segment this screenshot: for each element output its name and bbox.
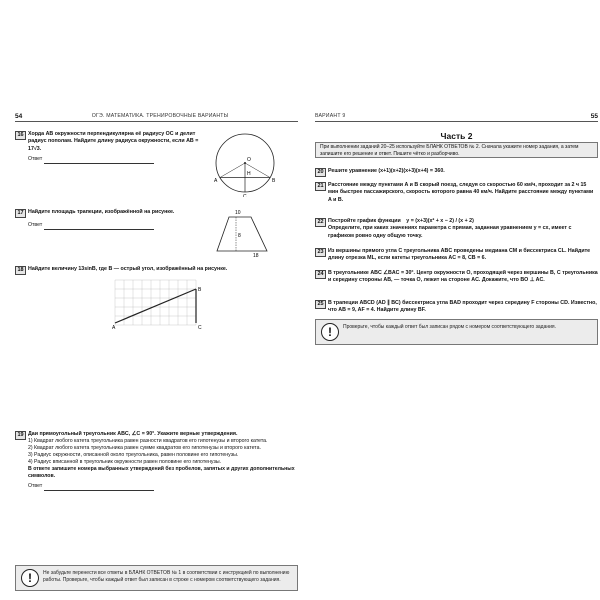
fig-17-trapezoid — [213, 207, 277, 259]
right-notice — [315, 319, 598, 345]
task-text: Хорда AB окружности перпендикулярна её радиусу OC и делит радиус пополам. Найдите длину радиуса окружности, если AB = 17√3. — [28, 131, 199, 152]
label-b: B — [198, 287, 202, 293]
task-number: 16 — [15, 131, 26, 140]
option-2: 2) Квадрат любого катета треугольника равен сумме квадратов его гипотенузы и второго катета. — [28, 445, 261, 452]
task-21 — [315, 182, 598, 204]
left-notice — [15, 565, 298, 591]
task-number: 18 — [15, 266, 26, 275]
task-number: 21 — [315, 182, 326, 191]
fig-16-circle — [211, 131, 281, 197]
fig-18-grid — [110, 278, 210, 330]
task-19 — [15, 431, 298, 491]
task-number: 20 — [315, 168, 326, 177]
task-24 — [315, 270, 598, 285]
exclamation-icon: ! — [21, 569, 39, 587]
label-o: O — [247, 157, 251, 163]
height-label: 8 — [238, 233, 241, 239]
instruction: В ответе запишите номера выбранных утверждений без пробелов, запятых и других дополнительных символов. — [28, 466, 295, 480]
task-number: 22 — [315, 218, 326, 227]
task-text-2: Определите, при каких значениях параметра c прямая, заданная уравнением y = cx, имеет с графиком ровно одну общую точку. — [328, 225, 572, 239]
task-text: Даи прямоугольный треугольник ABC, ∠C = 90°. Укажите верные утверждения. — [28, 431, 238, 437]
task-number: 24 — [315, 270, 326, 279]
label-b: B — [272, 178, 276, 184]
answer-field — [28, 483, 298, 490]
task-text: Расстояние между пунктами A и B скорый поезд, следуя со скоростью 60 км/ч, проходит за 2 ч 15 мин быстрее пассажирского, скорость которого равна 40 км/ч. Найдите расстояние между пунктами A и B. — [328, 182, 594, 203]
task-text — [328, 218, 598, 225]
left-page-header — [15, 111, 298, 122]
task-20 — [315, 168, 598, 175]
task-text: Найдите площадь трапеции, изображённой на рисунке. — [28, 209, 175, 215]
right-page — [315, 111, 598, 503]
task-number: 25 — [315, 300, 326, 309]
left-header-title: ОГЭ. МАТЕМАТИКА. ТРЕНИРОВОЧНЫЕ ВАРИАНТЫ — [91, 113, 229, 119]
label-c: C — [243, 194, 247, 197]
part-title: Часть 2 — [440, 131, 473, 141]
task-text: В трапеции ABCD (AD ∥ BC) биссектриса угла BAD проходит через середину F стороны CD. Известно, что AB = 9, AF = 4. Найдите длину BF. — [328, 300, 597, 314]
answer-label: Ответ — [28, 222, 43, 229]
task-number: 19 — [15, 431, 26, 440]
task-25 — [315, 300, 598, 315]
label-a: A — [214, 178, 218, 184]
answer-label: Ответ — [28, 156, 43, 163]
task-number: 23 — [315, 248, 326, 257]
label-a: A — [112, 325, 116, 330]
task-text: Найдите величину 13sinB, где B — острый угол, изображённый на рисунке. — [28, 266, 228, 272]
top-base-label: 10 — [235, 210, 241, 216]
task-text-lead: Постройте график функции — [328, 218, 401, 224]
part-intro: При выполнении заданий 20–25 используйте БЛАНК ОТВЕТОВ № 2. Сначала укажите номер задания, а затем запишите его решение и ответ. Пишите чётко и разборчиво. — [315, 142, 598, 158]
right-page-header — [315, 111, 598, 122]
bottom-base-label: 18 — [253, 253, 259, 259]
left-page — [15, 111, 298, 585]
label-h: H — [247, 171, 251, 177]
task-23 — [315, 248, 598, 263]
left-page-number: 54 — [15, 112, 23, 120]
task-text: Решите уравнение (x+1)(x+2)(x+3)(x+4) = 360. — [328, 168, 445, 174]
option-4: 4) Радиус вписанной в треугольник окружности равен половине его гипотенузы. — [28, 459, 222, 466]
task-18 — [15, 266, 298, 273]
task-22 — [315, 218, 598, 240]
exclamation-icon: ! — [321, 323, 339, 341]
right-page-number: 55 — [590, 112, 598, 120]
function-formula: y = (x+3)(x² + x − 2) / (x + 2) — [406, 218, 474, 224]
label-c: C — [198, 325, 202, 330]
answer-label: Ответ — [28, 483, 43, 490]
right-header-title: ВАРИАНТ 9 — [315, 113, 346, 119]
right-notice-text: Проверьте, чтобы каждый ответ был записан рядом с номером соответствующего задания. — [343, 324, 557, 330]
task-text: В треугольнике ABC ∠BAC = 30°. Центр окружности O, проходящей через вершины B, C треугольника и середину стороны AB, — точка O, лежит на стороне AC. Докажите, что BO ⊥ AC. — [328, 270, 598, 284]
option-1: 1) Квадрат любого катета треугольника равен разности квадратов его гипотенузы и второго катета. — [28, 438, 268, 445]
task-number: 17 — [15, 209, 26, 218]
task-text: Из вершины прямого угла C треугольника ABC проведены медиана CM и биссектриса CL. Найдите длину отрезка ML, если катеты треугольника AC = 8, CB = 6. — [328, 248, 591, 262]
left-notice-text: Не забудьте перенести все ответы в БЛАНК ОТВЕТОВ № 1 в соответствии с инструкцией по выполнению работы. Проверьте, чтобы каждый ответ был записан в строке с номером соответствующего задания. — [43, 570, 290, 583]
option-3: 3) Радиус окружности, описанной около треугольника, равен половине его гипотенузы. — [28, 452, 239, 459]
